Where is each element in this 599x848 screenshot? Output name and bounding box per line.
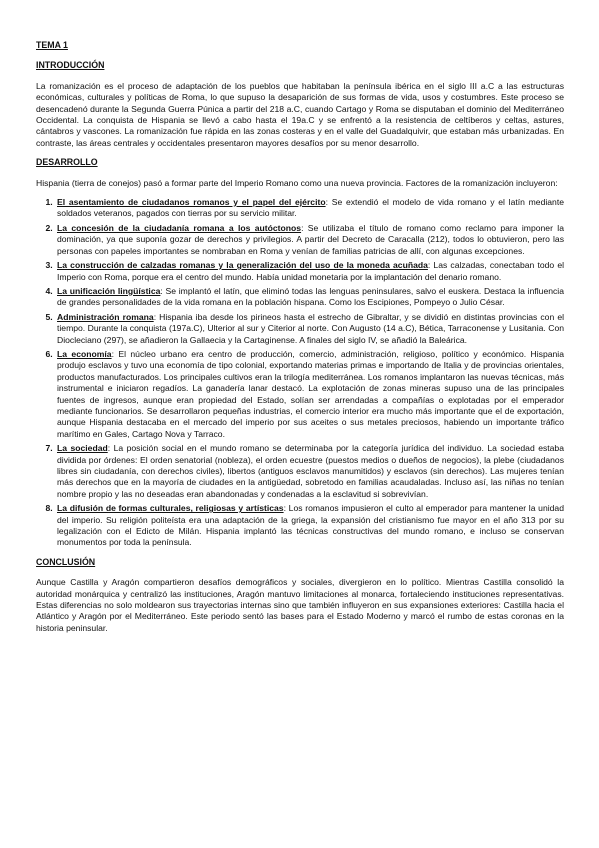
list-item: [55, 286, 564, 309]
document-title: TEMA 1: [36, 40, 68, 50]
conclusion-paragraph: Aunque Castilla y Aragón compartieron desafíos demográficos y sociales, divergieron en lo político. Mientras Castilla consolidó la autoridad monárquica y centralizó las instituciones, Aragón mantuvo limitaciones al monarca, fortaleciendo instituciones representativas. Estas diferencias no solo moldearon sus trayectorias internas sino que también influyeron en sus expansiones exteriores: Castilla hacia el Atlántico y Aragón por el Mediterráneo. Este periodo sentó las bases para el Estado Moderno y marcó el rumbo de estas coronas en la historia peninsular.: [36, 577, 564, 633]
item-text: : El núcleo urbano era centro de producción, comercio, administración, religioso, político y económico. Hispania produjo esclavos y tuvo una economía de tipo colonial, exportando materias primas e importando de Italia y de provincias orientales, productos manufacturados. Los principales cultivos eran la trilogía mediterránea. Los romanos implantaron las nuevas técnicas, más instrumental e iniciaron regadíos. La ganadería lanar destacó. La explotación de zonas mineras supuso una de las principales fuentes de ingresos, aunque eran propiedad del Estado, solían ser arrendadas a compañías o explotadas por el emperador mediante funcionarios. Se desarrollaron pequeñas industrias, el comercio interior era mucho más importante que el de exportación, aunque Hispania destacaba en el mercado del imperio por sus aceites o sus metales preciosos, habiendo un importante tráfico marítimo en Gales, Cartago Nova y Tarraco.: [57, 348, 564, 439]
list-item: [55, 503, 564, 549]
factors-list: [36, 197, 564, 549]
desarrollo-paragraph: Hispania (tierra de conejos) pasó a formar parte del Imperio Romano como una nueva provincia. Factores de la romanización incluyeron:: [36, 177, 558, 188]
list-item: [55, 349, 564, 440]
list-item: [55, 443, 564, 500]
item-lead: La construcción de calzadas romanas y la generalización del uso de la moneda acuñada: [57, 260, 428, 271]
item-text: : La posición social en el mundo romano se determinaba por la categoría jurídica del individuo. La sociedad estaba dividida por órdenes: El orden senatorial (nobleza), el orden ecuestre (puestos medios o dueños de negocios), la plebe (ciudadanos libres sin ciudadanía, con derechos civiles), libertos (antiguos esclavos manumitidos) y esclavos (sin derechos). Las mujeres tenían más derechos que en la mayoría de ciudades en la antigüedad, sobretodo en familias acaudaladas. Incluso así, las niñas no tenían nombre propio y las no deseadas eran abandonadas y condenadas a la esclavitud si sobrevivían.: [57, 443, 564, 499]
item-text: : Se extendió el modelo de vida romano y el latín mediante soldados veteranos, pagados con tierras por su servicio militar.: [57, 197, 564, 219]
intro-heading: INTRODUCCIÓN: [36, 60, 105, 71]
item-lead: La economía: [57, 348, 112, 359]
list-item: [55, 223, 564, 257]
intro-paragraph: La romanización es el proceso de adaptación de los pueblos que habitaban la península ibérica en el siglo III a.C a las estructuras económicas, culturales y políticas de Roma, lo que supuso la desaparición de sus formas de vida, usos y costumbres. Este proceso se desencadenó durante la Segunda Guerra Púnica a partir del 218 a.C, cuando Cartago y Roma se disputaban el dominio del Mediterráneo Occidental. La conquista de Hispania se llevó a cabo hasta el 19a.C y se enfrentó a la resistencia de celtíberos y celtas, astures, cántabros y vascones. La romanización fue rápida en las zonas costeras y en el valle del Guadalquivir, que estaban más urbanizadas. En contraste, las áreas centrales y occidentales presentaron mayores desafíos por su menor desarrollo.: [36, 80, 564, 148]
item-lead: La sociedad: [57, 443, 108, 454]
item-lead: La unificación lingüística: [57, 285, 161, 296]
item-text: : Se implantó el latín, que eliminó todas las lenguas peninsulares, salvo el euskera. Destaca la influencia de grandes personalidades de la vida romana en la población hispana. Como los Escipiones, Pompeyo o Julio César.: [57, 285, 564, 308]
item-lead: El asentamiento de ciudadanos romanos y el papel del ejército: [57, 197, 326, 208]
item-lead: La difusión de formas culturales, religiosas y artísticas: [57, 503, 284, 514]
item-lead: La concesión de la ciudadanía romana a los autóctonos: [57, 222, 302, 233]
list-item: [55, 312, 564, 346]
item-lead: Administración romana: [57, 311, 154, 322]
item-text: : Se utilizaba el título de romano como reclamo para imponer la dominación, ya que suponía gozar de derechos y privilegios. A partir del Decreto de Caracalla (212), todos lo obtuvieron, pero las personas con papeles importantes se nombraban en Roma y venían de familias patricias de allí, con algunas excepciones.: [57, 222, 564, 256]
item-text: : Las calzadas, conectaban todo el Imperio con Roma, porque era el centro del mundo. Había unidad monetaria por la implantación del denario romano.: [57, 260, 565, 282]
list-item: [55, 260, 564, 283]
document-page: [36, 40, 564, 642]
list-item: [55, 197, 564, 220]
item-text: : Hispania iba desde los pirineos hasta el estrecho de Gibraltar, y se dividió en distintas provincias con el tiempo. Durante la conquista (197a.C), Ulterior al sur y Citerior al norte. Con Augusto (14 a.C), Bética, Tarraconense y Lusitania. Con Diocleciano (297), se añadieron la Gallaecia y la Cartaginense. A finales del siglo IV, se añadió la Baleárica.: [57, 311, 565, 345]
conclusion-heading: CONCLUSIÓN: [36, 556, 96, 567]
item-text: : Los romanos impusieron el culto al emperador para mantener la unidad del imperio. Su religión politeísta era una adaptación de la griega, la expansión del cristianismo fue mayor en el año 313 por su legalización con el Edicto de Milán. Hispania implantó las técnicas constructivas del mundo romano, e incluso se conservan monumentos por toda la península.: [57, 503, 564, 548]
desarrollo-heading: DESARROLLO: [36, 157, 98, 168]
